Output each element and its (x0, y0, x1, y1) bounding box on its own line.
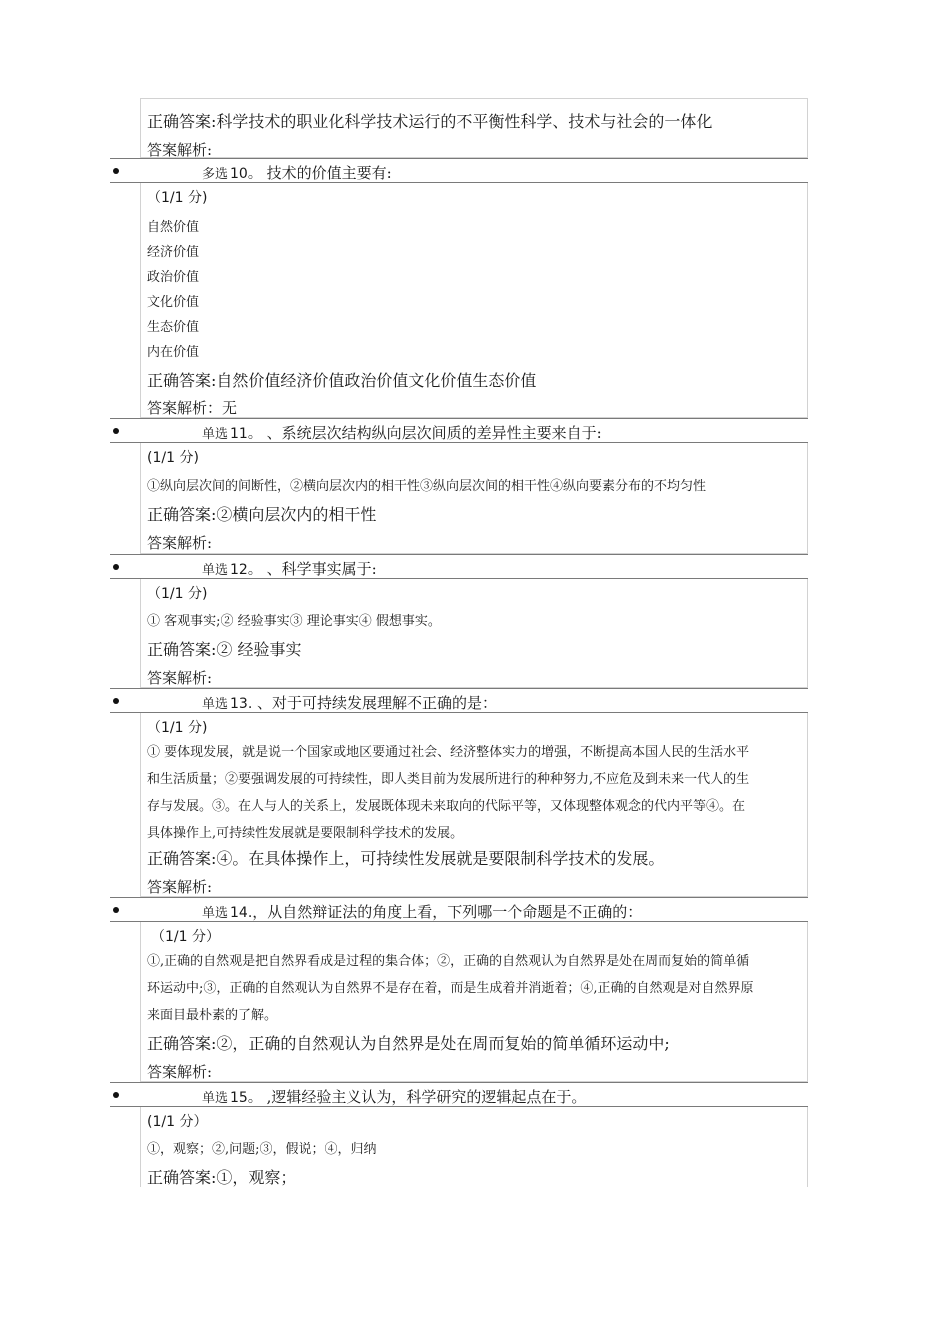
question-title (202, 162, 392, 183)
question-number: 12。 (230, 562, 262, 578)
answer-explanation: 答案解析: (147, 1063, 213, 1081)
option: 生态价值 (147, 320, 200, 335)
correct-answer: 正确答案:自然价值经济价值政治价值文化价值生态价值 (147, 371, 537, 390)
options-text: ① 客观事实;② 经验事实③ 理论事实④ 假想事实。 (147, 614, 441, 629)
question-number: 13. (230, 696, 253, 712)
options-line: ① 要体现发展，就是说一个国家或地区要通过社会、经济整体实力的增强，不断提高本国人民的生活水平 (147, 745, 750, 760)
options-paragraph (147, 739, 803, 847)
score: (1/1 分) (147, 450, 199, 466)
question-title (202, 558, 377, 579)
option: 内在价值 (147, 345, 200, 360)
question-title (202, 422, 602, 443)
answer-box-q14 (140, 922, 808, 1082)
question-header-q11 (110, 418, 808, 443)
correct-answer: 正确答案:②横向层次内的相干性 (147, 505, 377, 524)
bullet-icon (113, 428, 119, 434)
score: （1/1 分) (147, 586, 208, 602)
answer-box-q15 (140, 1107, 808, 1187)
question-stem: ,逻辑经验主义认为，科学研究的逻辑起点在于。 (261, 1088, 587, 1106)
question-stem: 技术的价值主要有: (261, 164, 392, 182)
options-line: 环运动中;③，正确的自然观认为自然界不是存在着，而是生成着并消逝着；④,正确的自然观是对自然界原 (147, 981, 754, 996)
question-title (202, 692, 497, 713)
score: （1/1 分) (147, 720, 208, 736)
options-line: 和生活质量；②要强调发展的可持续性，即人类目前为发展所进行的种种努力,不应危及到未来一代人的生 (147, 772, 750, 787)
correct-answer: 正确答案:①，观察； (147, 1168, 297, 1187)
bullet-icon (113, 907, 119, 913)
question-type: 单选 (202, 697, 229, 712)
question-number: 15。 (230, 1090, 262, 1106)
answer-box-q13 (140, 713, 808, 897)
option: 文化价值 (147, 295, 200, 310)
question-type: 单选 (202, 563, 229, 578)
correct-answer: 正确答案:②，正确的自然观认为自然界是处在周而复始的简单循环运动中; (147, 1034, 670, 1053)
answer-explanation: 答案解析: (147, 669, 213, 687)
options-line: 具体操作上,可持续性发展就是要限制科学技术的发展。 (147, 826, 464, 841)
question-title (202, 1086, 586, 1107)
options-text: ①，观察；②,问题;③，假说；④，归纳 (147, 1142, 377, 1157)
answer-box-q12 (140, 579, 808, 688)
question-header-q10 (110, 158, 808, 183)
correct-answer: 正确答案:④。在具体操作上，可持续性发展就是要限制科学技术的发展。 (147, 849, 665, 868)
bullet-icon (113, 1092, 119, 1098)
question-header-q13 (110, 688, 808, 713)
answer-explanation: 答案解析：无 (147, 399, 238, 417)
question-type: 多选 (202, 167, 229, 182)
question-stem: ，从自然辩证法的角度上看，下列哪一个命题是不正确的： (252, 903, 643, 921)
question-stem: 、对于可持续发展理解不正确的是： (252, 694, 498, 712)
question-stem: 、系统层次结构纵向层次间质的差异性主要来自于: (261, 424, 602, 442)
question-header-q15 (110, 1082, 808, 1107)
question-number: 10。 (230, 166, 262, 182)
score: (1/1 分） (147, 1114, 208, 1130)
correct-answer: 正确答案:科学技术的职业化科学技术运行的不平衡性科学、技术与社会的一体化 (147, 112, 713, 131)
bullet-icon (113, 564, 119, 570)
question-type: 单选 (202, 427, 229, 442)
question-type: 单选 (202, 1091, 229, 1106)
bullet-icon (113, 698, 119, 704)
option: 政治价值 (147, 270, 200, 285)
options-text: ①纵向层次间的间断性，②横向层次内的相干性③纵向层次间的相干性④纵向要素分布的不均匀性 (147, 479, 707, 494)
score: （1/1 分) (147, 190, 208, 206)
question-number: 14. (230, 905, 253, 921)
options-paragraph (147, 948, 803, 1029)
option: 经济价值 (147, 245, 200, 260)
question-type: 单选 (202, 906, 229, 921)
options-line: 存与发展。③。在人与人的关系上，发展既体现未来取向的代际平等，又体现整体观念的代内平等④。在 (147, 799, 746, 814)
answer-explanation: 答案解析: (147, 878, 213, 896)
answer-box-q9 (140, 98, 808, 158)
score: （1/1 分） (151, 929, 220, 945)
question-number: 11。 (230, 426, 262, 442)
option: 自然价值 (147, 220, 200, 235)
question-title (202, 901, 642, 922)
answer-explanation: 答案解析: (147, 141, 213, 159)
question-header-q12 (110, 554, 808, 579)
answer-box-q11 (140, 443, 808, 554)
question-header-q14 (110, 897, 808, 922)
answer-explanation: 答案解析: (147, 534, 213, 552)
answer-box-q10 (140, 183, 808, 418)
bullet-icon (113, 168, 119, 174)
question-stem: 、科学事实属于: (261, 560, 377, 578)
options-line: 来面目最朴素的了解。 (147, 1008, 278, 1023)
correct-answer: 正确答案:② 经验事实 (147, 640, 302, 659)
options-line: ①,正确的自然观是把自然界看成是过程的集合体；②，正确的自然观认为自然界是处在周而复始的简单循 (147, 954, 750, 969)
